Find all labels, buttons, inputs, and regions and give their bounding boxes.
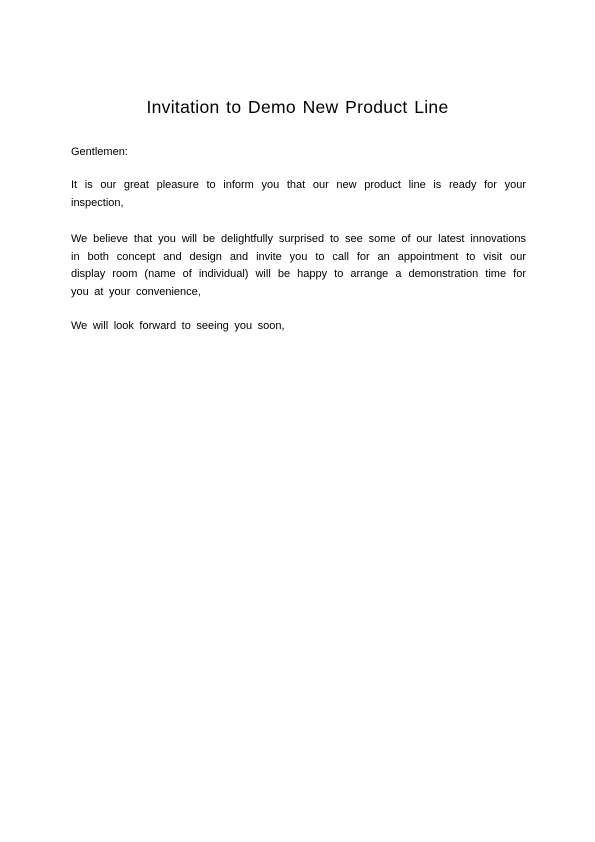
salutation: Gentlemen: — [71, 146, 128, 158]
paragraph-closing: We will look forward to seeing you soon, — [71, 320, 285, 332]
document-title: Invitation to Demo New Product Line — [146, 97, 449, 117]
paragraph-innovations: We believe that you will be delightfully surprised to see some of our latest innovations in both concept and design and invite you to call for an appointment to visit our display room (name of individual) will be happy to arrange a demonstration time for you at your convenience, — [71, 233, 526, 298]
paragraph-inspection: It is our great pleasure to inform you that our new product line is ready for your inspection, — [71, 179, 526, 209]
